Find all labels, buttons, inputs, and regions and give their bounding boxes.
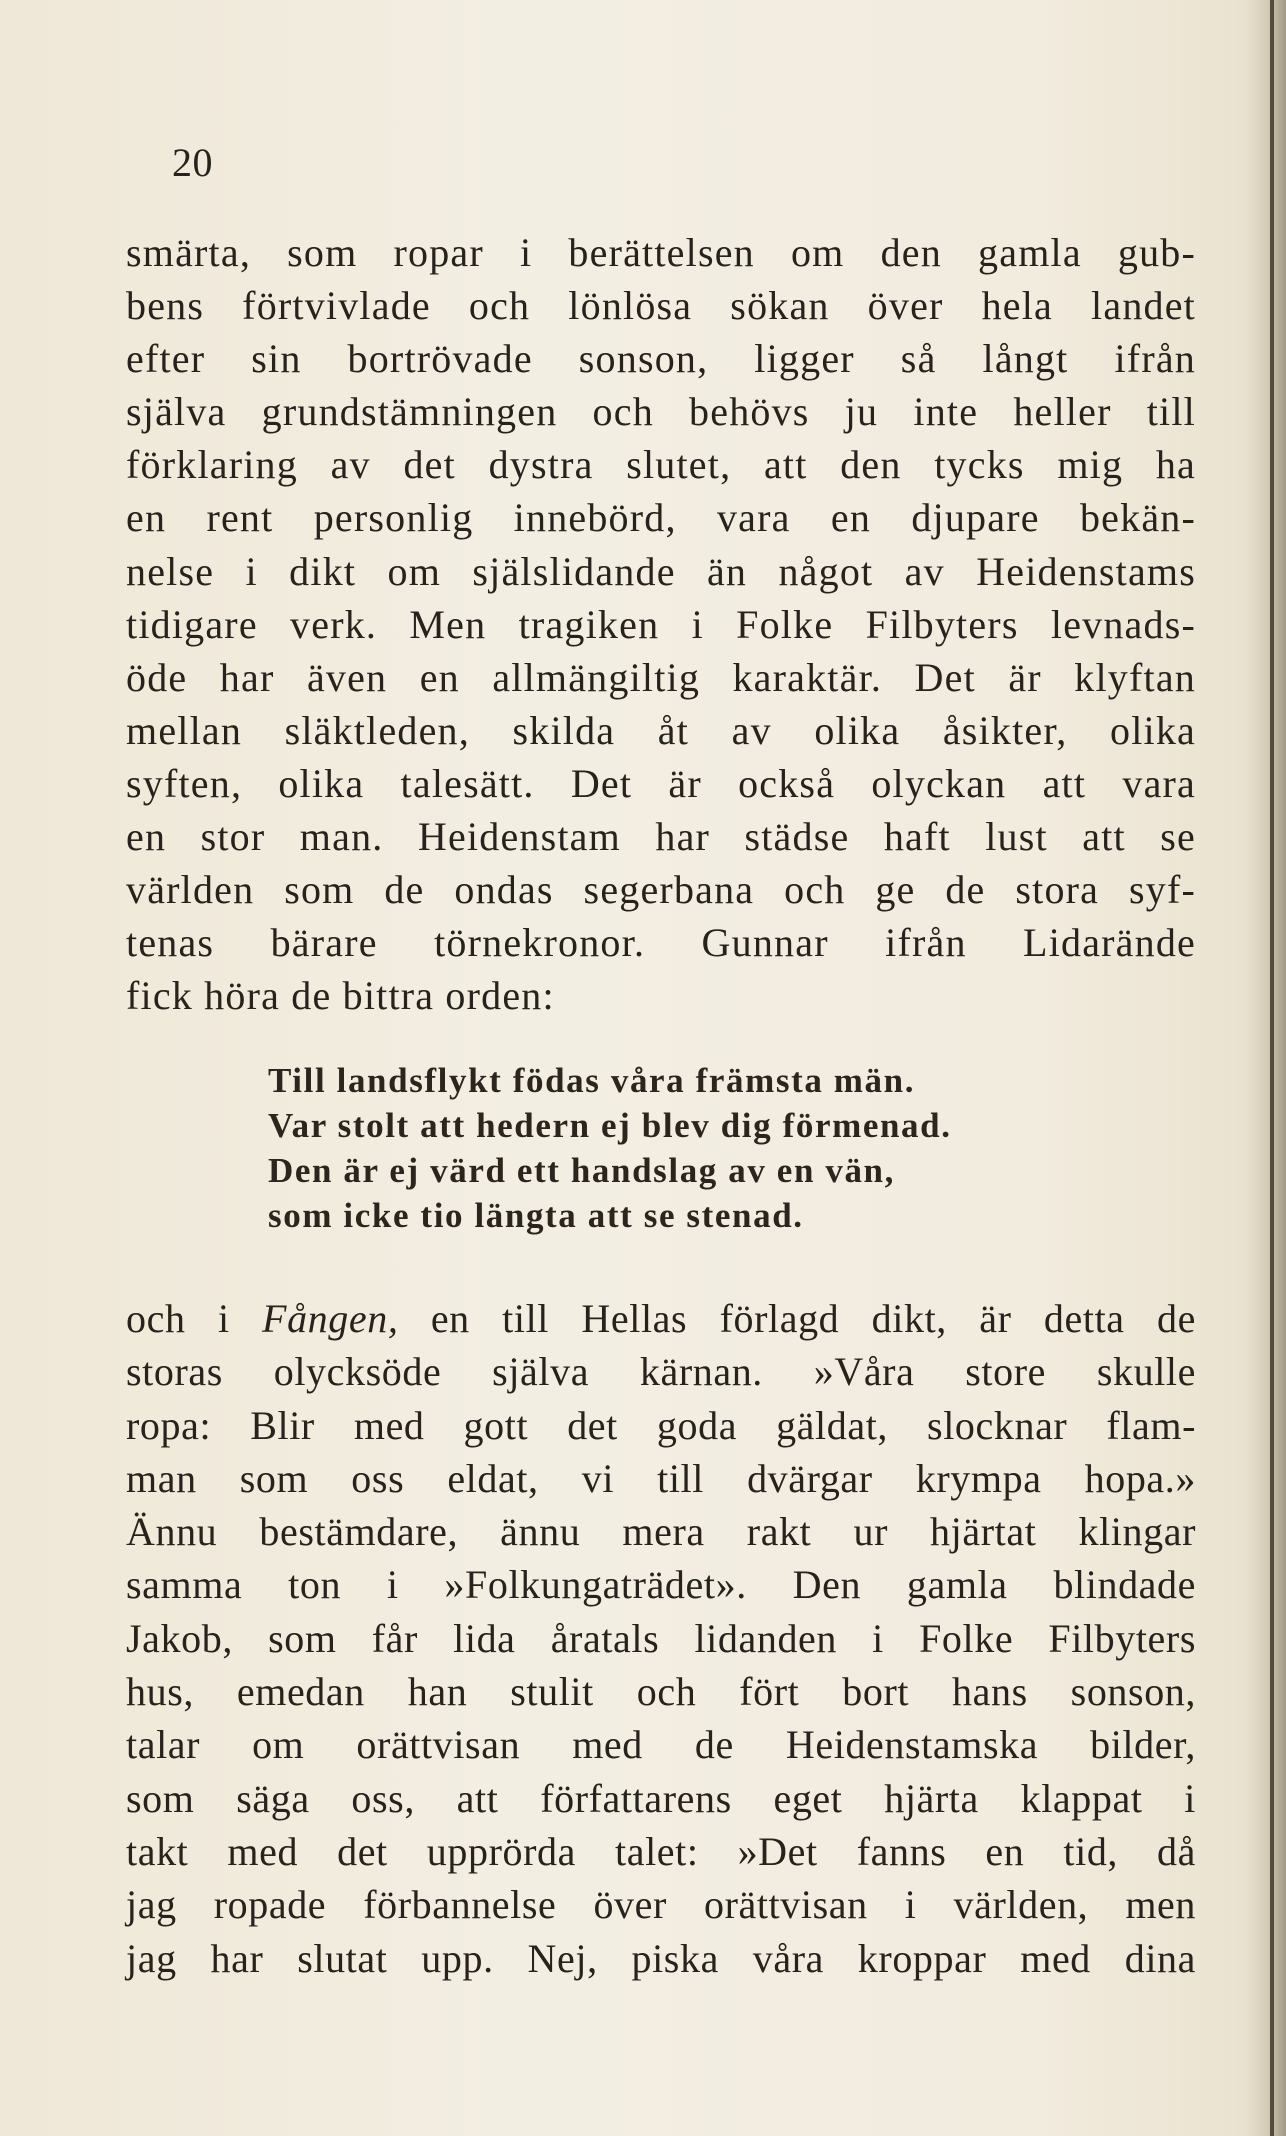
text-line: öde har även en allmängiltig karaktär. Det är klyftan <box>126 654 1196 700</box>
text-line: en rent personlig innebörd, vara en djupare bekän- <box>126 495 1196 541</box>
text-line: talar om orättvisan med de Heidenstamska bilder, <box>126 1722 1196 1768</box>
text-segment: och i <box>126 1296 263 1341</box>
text-line: syften, olika talesätt. Det är också olyckan att vara <box>126 760 1196 806</box>
text-line-with-title <box>126 1292 1196 1345</box>
text-line: en stor man. Heidenstam har städse haft lust att se <box>126 814 1196 860</box>
text-line: som säga oss, att författarens eget hjärta klappat i <box>126 1775 1196 1821</box>
text-line: själva grundstämningen och behövs ju inte heller till <box>126 389 1196 435</box>
text-line: smärta, som ropar i berättelsen om den gamla gub- <box>126 230 1196 275</box>
text-line: hus, emedan han stulit och fört bort hans sonson, <box>126 1669 1196 1715</box>
page-gutter-edge <box>1270 0 1274 2136</box>
text-line: jag har slutat upp. Nej, piska våra kroppar med dina <box>126 1935 1196 1981</box>
paragraph-1 <box>126 226 1196 1022</box>
text-line: mellan släktleden, skilda åt av olika åsikter, olika <box>126 707 1196 753</box>
text-line: bens förtvivlade och lönlösa sökan över hela landet <box>126 283 1196 329</box>
text-line: storas olycksöde själva kärnan. »Våra store skulle <box>126 1349 1196 1395</box>
verse-line: Var stolt att hedern ej blev dig förmenad. <box>268 1106 952 1145</box>
text-line: nelse i dikt om själslidande än något av Heidenstams <box>126 548 1196 594</box>
text-line: ropa: Blir med gott det goda gäldat, slocknar flam- <box>126 1402 1196 1448</box>
verse-line: som icke tio längta att se stenad. <box>268 1196 804 1235</box>
text-line: efter sin bortrövade sonson, ligger så långt ifrån <box>126 336 1196 382</box>
text-segment: en till Hellas förlagd dikt, är detta de <box>398 1296 1197 1341</box>
text-line: samma ton i »Folkungaträdet». Den gamla blindade <box>126 1562 1196 1608</box>
text-line: Jakob, som får lida åratals lidanden i Folke Filbyters <box>126 1615 1196 1661</box>
text-line: man som oss eldat, vi till dvärgar krympa hopa.» <box>126 1455 1196 1501</box>
poem-title: Fången, <box>262 1296 399 1341</box>
text-line: jag ropade förbannelse över orättvisan i världen, men <box>126 1882 1196 1928</box>
text-line: världen som de ondas segerbana och ge de stora syf- <box>126 867 1196 913</box>
text-line: förklaring av det dystra slutet, att den tycks mig ha <box>126 442 1196 488</box>
text-line: Ännu bestämdare, ännu mera rakt ur hjärtat klingar <box>126 1509 1196 1555</box>
text-line: fick höra de bittra orden: <box>126 973 555 1019</box>
text-line: takt med det upprörda talet: »Det fanns en tid, då <box>126 1828 1196 1874</box>
text-line: tenas bärare törnekronor. Gunnar ifrån Lidarände <box>126 920 1196 966</box>
verse-quote <box>268 1058 1088 1238</box>
page-number: 20 <box>172 140 213 185</box>
verse-line: Den är ej värd ett handslag av en vän, <box>268 1151 895 1190</box>
text-line: tidigare verk. Men tragiken i Folke Filbyters levnads- <box>126 601 1196 647</box>
page-gutter-shadow <box>1246 0 1286 2136</box>
verse-line: Till landsflykt födas våra främsta män. <box>268 1061 916 1100</box>
paragraph-2 <box>126 1292 1196 1985</box>
